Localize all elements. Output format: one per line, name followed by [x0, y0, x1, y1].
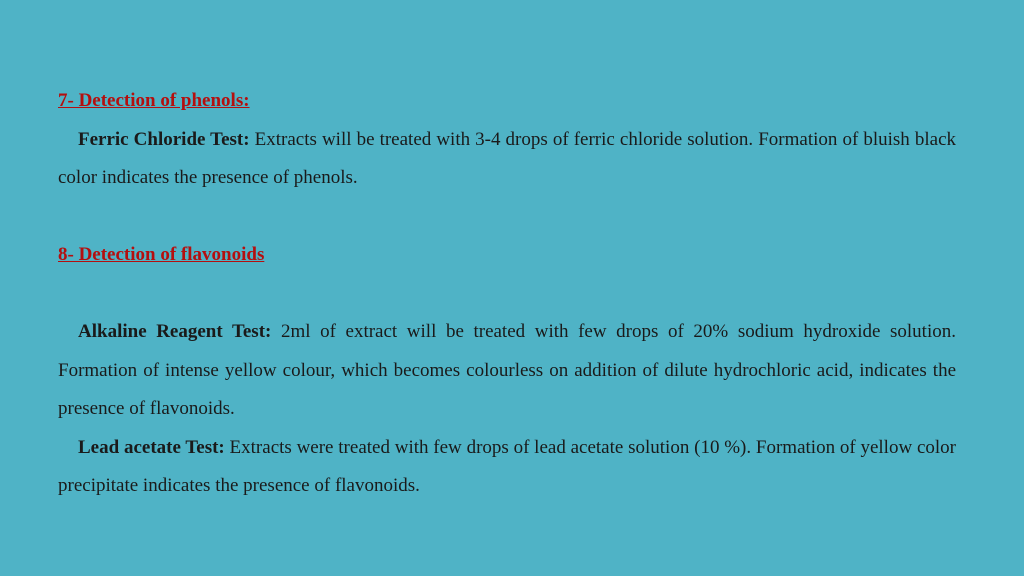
lead-acetate-test-paragraph — [58, 429, 956, 506]
ferric-chloride-test-paragraph — [58, 121, 956, 198]
spacer — [58, 198, 956, 236]
test-text-lead-acetate: Extracts were treated with few drops of lead acetate solution (10 %). Formation of yellow color precipitate indicates the presence of flavonoids. — [58, 436, 956, 496]
test-text-alkaline-reagent: 2ml of extract will be treated with few drops of 20% sodium hydroxide solution. Formation of intense yellow colour, which becomes colourless on addition of dilute hydrochloric acid, indicates the presence of flavonoids. — [58, 321, 956, 419]
spacer — [58, 274, 956, 313]
test-name-alkaline-reagent: Alkaline Reagent Test: — [78, 321, 272, 342]
test-name-lead-acetate: Lead acetate Test: — [78, 436, 225, 458]
test-name-ferric-chloride: Ferric Chloride Test: — [78, 128, 250, 150]
test-text-ferric-chloride: Extracts will be treated with 3-4 drops of ferric chloride solution. Formation of bluish black color indicates the presence of phenols. — [58, 128, 957, 188]
slide-content — [58, 82, 956, 506]
heading-flavonoids: 8- Detection of flavonoids — [58, 243, 265, 265]
alkaline-reagent-test-paragraph — [58, 313, 956, 429]
heading-phenols: 7- Detection of phenols: — [58, 90, 250, 111]
